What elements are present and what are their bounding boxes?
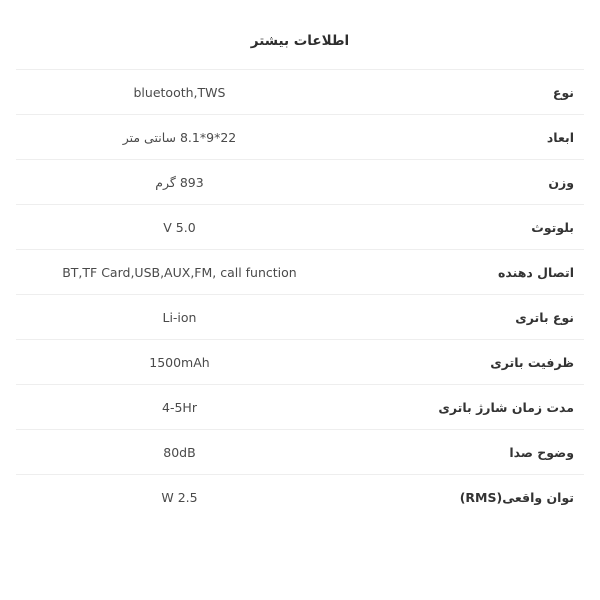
table-row: [16, 475, 584, 520]
spec-key: مدت زمان شارژ باتری: [438, 399, 574, 415]
specs-table-body: [16, 70, 584, 520]
spec-key: توان واقعی(RMS): [459, 489, 574, 505]
spec-value: 4-5Hr: [162, 399, 197, 415]
spec-key: نوع: [552, 84, 574, 100]
spec-value: 22*9*8.1 سانتی متر: [122, 129, 237, 145]
spec-value: Li-ion: [162, 309, 197, 325]
table-row: [16, 70, 584, 115]
table-row: [16, 385, 584, 430]
table-row: [16, 340, 584, 385]
spec-value: bluetooth,TWS: [133, 84, 226, 100]
page-title: اطلاعات بیشتر: [250, 33, 350, 49]
spec-value: 893 گرم: [155, 174, 204, 190]
spec-key: اتصال دهنده: [498, 264, 574, 280]
spec-key: بلوتوث: [531, 219, 574, 235]
specs-table: [16, 69, 584, 519]
spec-value: BT,TF Card,USB,AUX,FM, call function: [62, 264, 297, 280]
table-row: [16, 295, 584, 340]
table-row: [16, 205, 584, 250]
table-row: [16, 250, 584, 295]
spec-value: 80dB: [163, 444, 196, 460]
spec-key: وضوح صدا: [509, 444, 574, 460]
spec-key: وزن: [548, 174, 574, 190]
table-row: [16, 160, 584, 205]
table-row: [16, 430, 584, 475]
spec-value: W 2.5: [161, 489, 198, 505]
spec-key: ابعاد: [546, 129, 574, 145]
spec-value: 1500mAh: [149, 354, 210, 370]
spec-value: V 5.0: [163, 219, 196, 235]
spec-key: نوع باتری: [515, 309, 574, 325]
spec-key: ظرفیت باتری: [490, 354, 574, 370]
table-row: [16, 115, 584, 160]
